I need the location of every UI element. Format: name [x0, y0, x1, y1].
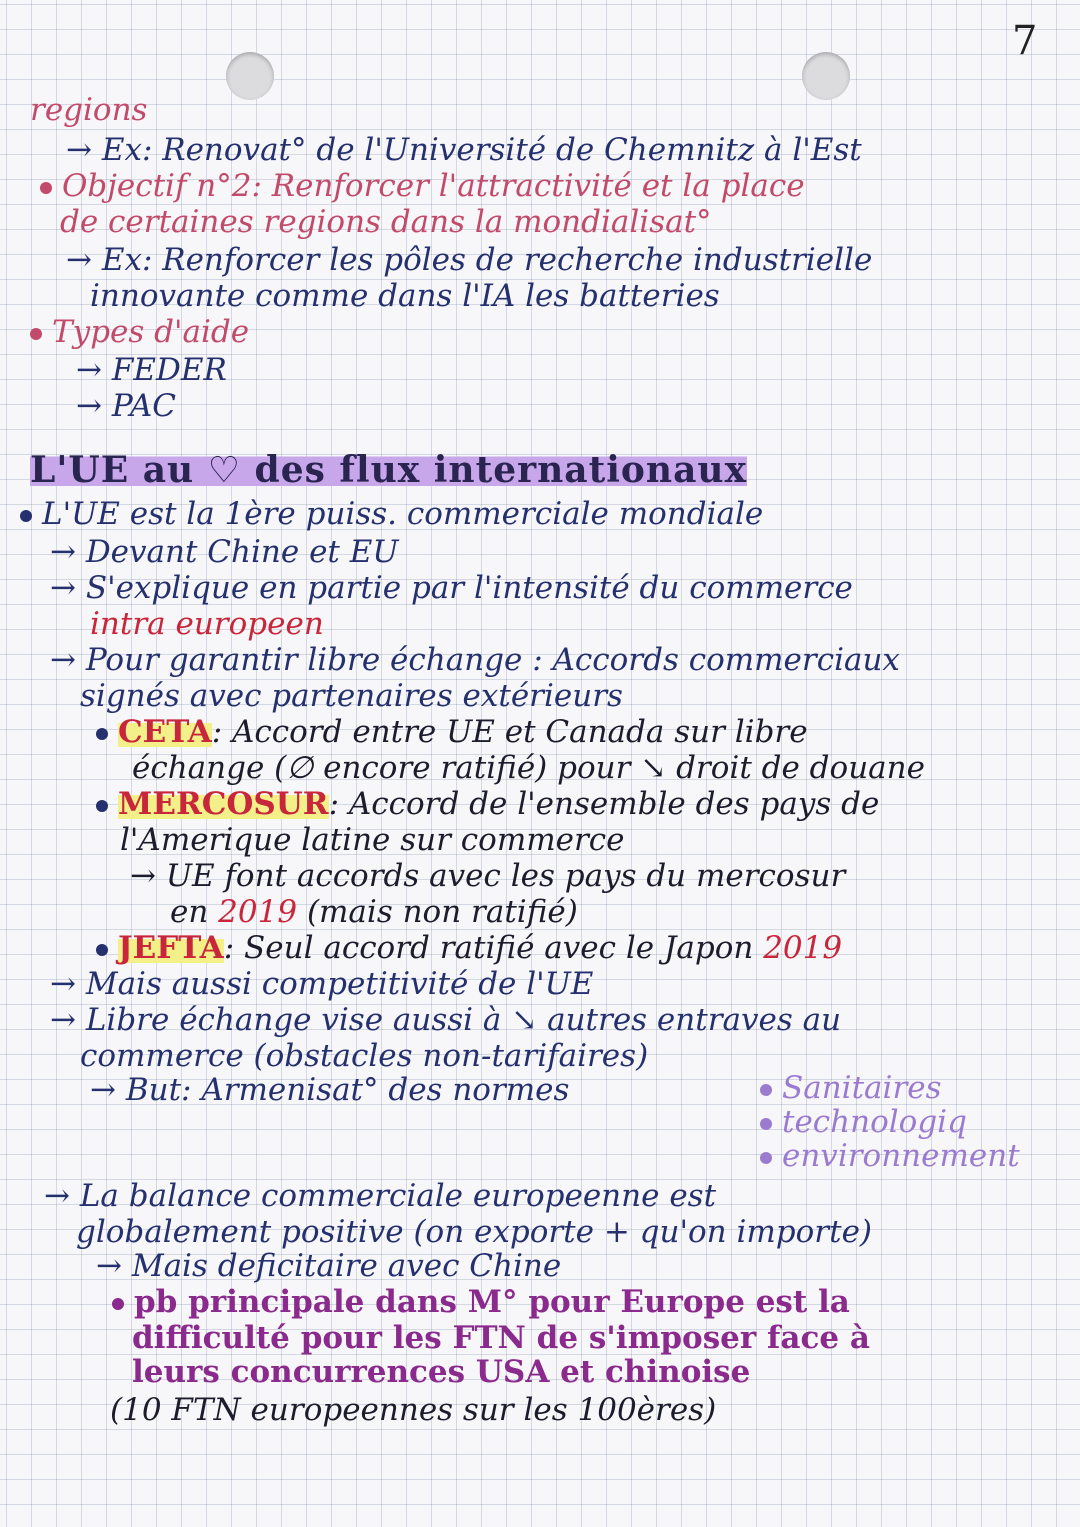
- agreement-text: : Seul accord ratifié avec le Japon: [223, 930, 754, 966]
- agreement-text: l'Amerique latine sur commerce: [120, 822, 625, 858]
- agreement-item: [96, 930, 842, 966]
- note-line: [80, 1038, 648, 1074]
- problem-line: [112, 1284, 850, 1320]
- footnote-line: [110, 1392, 716, 1428]
- section-heading: [30, 449, 748, 491]
- bullet-dot: [112, 1298, 124, 1310]
- bullet-dot: [96, 728, 108, 740]
- agreement-year: 2019: [763, 930, 843, 966]
- page-number: 7: [1012, 18, 1038, 64]
- note-line-text: signés avec partenaires extérieurs: [80, 678, 623, 714]
- agreement-item: [96, 714, 808, 750]
- note-line: [76, 388, 176, 424]
- note-line: [50, 642, 900, 678]
- note-line: [30, 92, 147, 128]
- agreement-text: échange (∅ encore ratifié) pour ↘ droit de douane: [132, 750, 925, 786]
- agreement-text: : Accord entre UE et Canada sur libre: [211, 714, 808, 750]
- note-line: [96, 1248, 561, 1284]
- note-line: [66, 242, 872, 278]
- note-line-text: → La balance commerciale europeenne est: [44, 1178, 717, 1214]
- note-line-text: → Mais deficitaire avec Chine: [96, 1248, 562, 1284]
- binder-hole-right: [802, 52, 850, 100]
- agreement-item: [96, 786, 879, 822]
- agreement-detail: [170, 894, 578, 930]
- note-line-text: commerce (obstacles non-tarifaires): [80, 1038, 649, 1074]
- agreement-text: en: [170, 894, 209, 930]
- problem-line: [132, 1354, 750, 1390]
- note-line: [66, 132, 862, 168]
- agreement-detail: [120, 822, 624, 858]
- note-line: [90, 606, 324, 642]
- problem-text: pb principale dans M° pour Europe est la: [134, 1284, 850, 1320]
- binder-hole-left: [226, 52, 274, 100]
- note-line-text: → Ex: Renovat° de l'Université de Chemnitz à l'Est: [66, 132, 862, 168]
- note-line-text: → Mais aussi competitivité de l'UE: [50, 966, 594, 1002]
- problem-text: difficulté pour les FTN de s'imposer face à: [132, 1320, 870, 1356]
- agreement-detail: [130, 858, 845, 894]
- footnote-text: (10 FTN europeennes sur les 100ères): [110, 1392, 717, 1428]
- bullet-dot: [760, 1152, 772, 1164]
- note-line-text: globalement positive (on exporte + qu'on importe): [76, 1214, 873, 1250]
- note-line-text: → Libre échange vise aussi à ↘ autres entraves au: [50, 1002, 842, 1038]
- norm-item: [760, 1104, 967, 1140]
- note-line: [40, 168, 805, 204]
- note-line-text: → Ex: Renforcer les pôles de recherche industrielle: [66, 242, 873, 278]
- note-line-text: Objectif n°2: Renforcer l'attractivité et la place: [62, 168, 805, 204]
- norm-text: technologiq: [782, 1104, 967, 1140]
- note-line-text: regions: [30, 92, 148, 128]
- note-line: [20, 496, 763, 532]
- agreement-text: : Accord de l'ensemble des pays de: [328, 786, 880, 822]
- note-line: [90, 278, 720, 314]
- bullet-dot: [96, 800, 108, 812]
- note-line: [30, 314, 249, 350]
- norm-item: [760, 1070, 942, 1106]
- note-line-text: → PAC: [76, 388, 176, 424]
- norm-text: Sanitaires: [782, 1070, 942, 1106]
- agreement-name: CETA: [118, 714, 212, 750]
- note-line-text: → But: Armenisat° des normes: [90, 1072, 570, 1108]
- bullet-dot: [760, 1084, 772, 1096]
- section-heading-text: L'UE au ♡ des flux internationaux: [30, 449, 748, 491]
- agreement-name: MERCOSUR: [118, 786, 329, 822]
- agreement-detail: [132, 750, 925, 786]
- note-line: [50, 1002, 841, 1038]
- note-line-text: Types d'aide: [52, 314, 250, 350]
- note-line: [76, 352, 227, 388]
- note-line: [50, 534, 398, 570]
- note-line-text: → Pour garantir libre échange : Accords commerciaux: [50, 642, 900, 678]
- note-line-text: innovante comme dans l'IA les batteries: [90, 278, 720, 314]
- bullet-dot: [20, 510, 32, 522]
- note-line-text: intra europeen: [90, 606, 324, 642]
- agreement-year: 2019: [218, 894, 298, 930]
- norm-item: [760, 1138, 1020, 1174]
- note-line-text: de certaines regions dans la mondialisat°: [60, 204, 712, 240]
- agreement-name: JEFTA: [118, 930, 224, 966]
- note-line-text: → Devant Chine et EU: [50, 534, 399, 570]
- note-line: [50, 570, 853, 606]
- note-line-text: L'UE est la 1ère puiss. commerciale mondiale: [42, 496, 764, 532]
- note-line: [60, 204, 712, 240]
- bullet-dot: [30, 328, 42, 340]
- note-line: [76, 1214, 872, 1250]
- problem-text: leurs concurrences USA et chinoise: [132, 1354, 751, 1390]
- norm-text: environnement: [782, 1138, 1020, 1174]
- note-line: [90, 1072, 569, 1108]
- note-line: [80, 678, 623, 714]
- note-line-text: → FEDER: [76, 352, 227, 388]
- note-line: [50, 966, 593, 1002]
- bullet-dot: [760, 1118, 772, 1130]
- bullet-dot: [40, 182, 52, 194]
- problem-line: [132, 1320, 870, 1356]
- bullet-dot: [96, 944, 108, 956]
- agreement-text: → UE font accords avec les pays du mercosur: [130, 858, 846, 894]
- note-line: [44, 1178, 716, 1214]
- note-line-text: → S'explique en partie par l'intensité du commerce: [50, 570, 853, 606]
- agreement-text: (mais non ratifié): [306, 894, 578, 930]
